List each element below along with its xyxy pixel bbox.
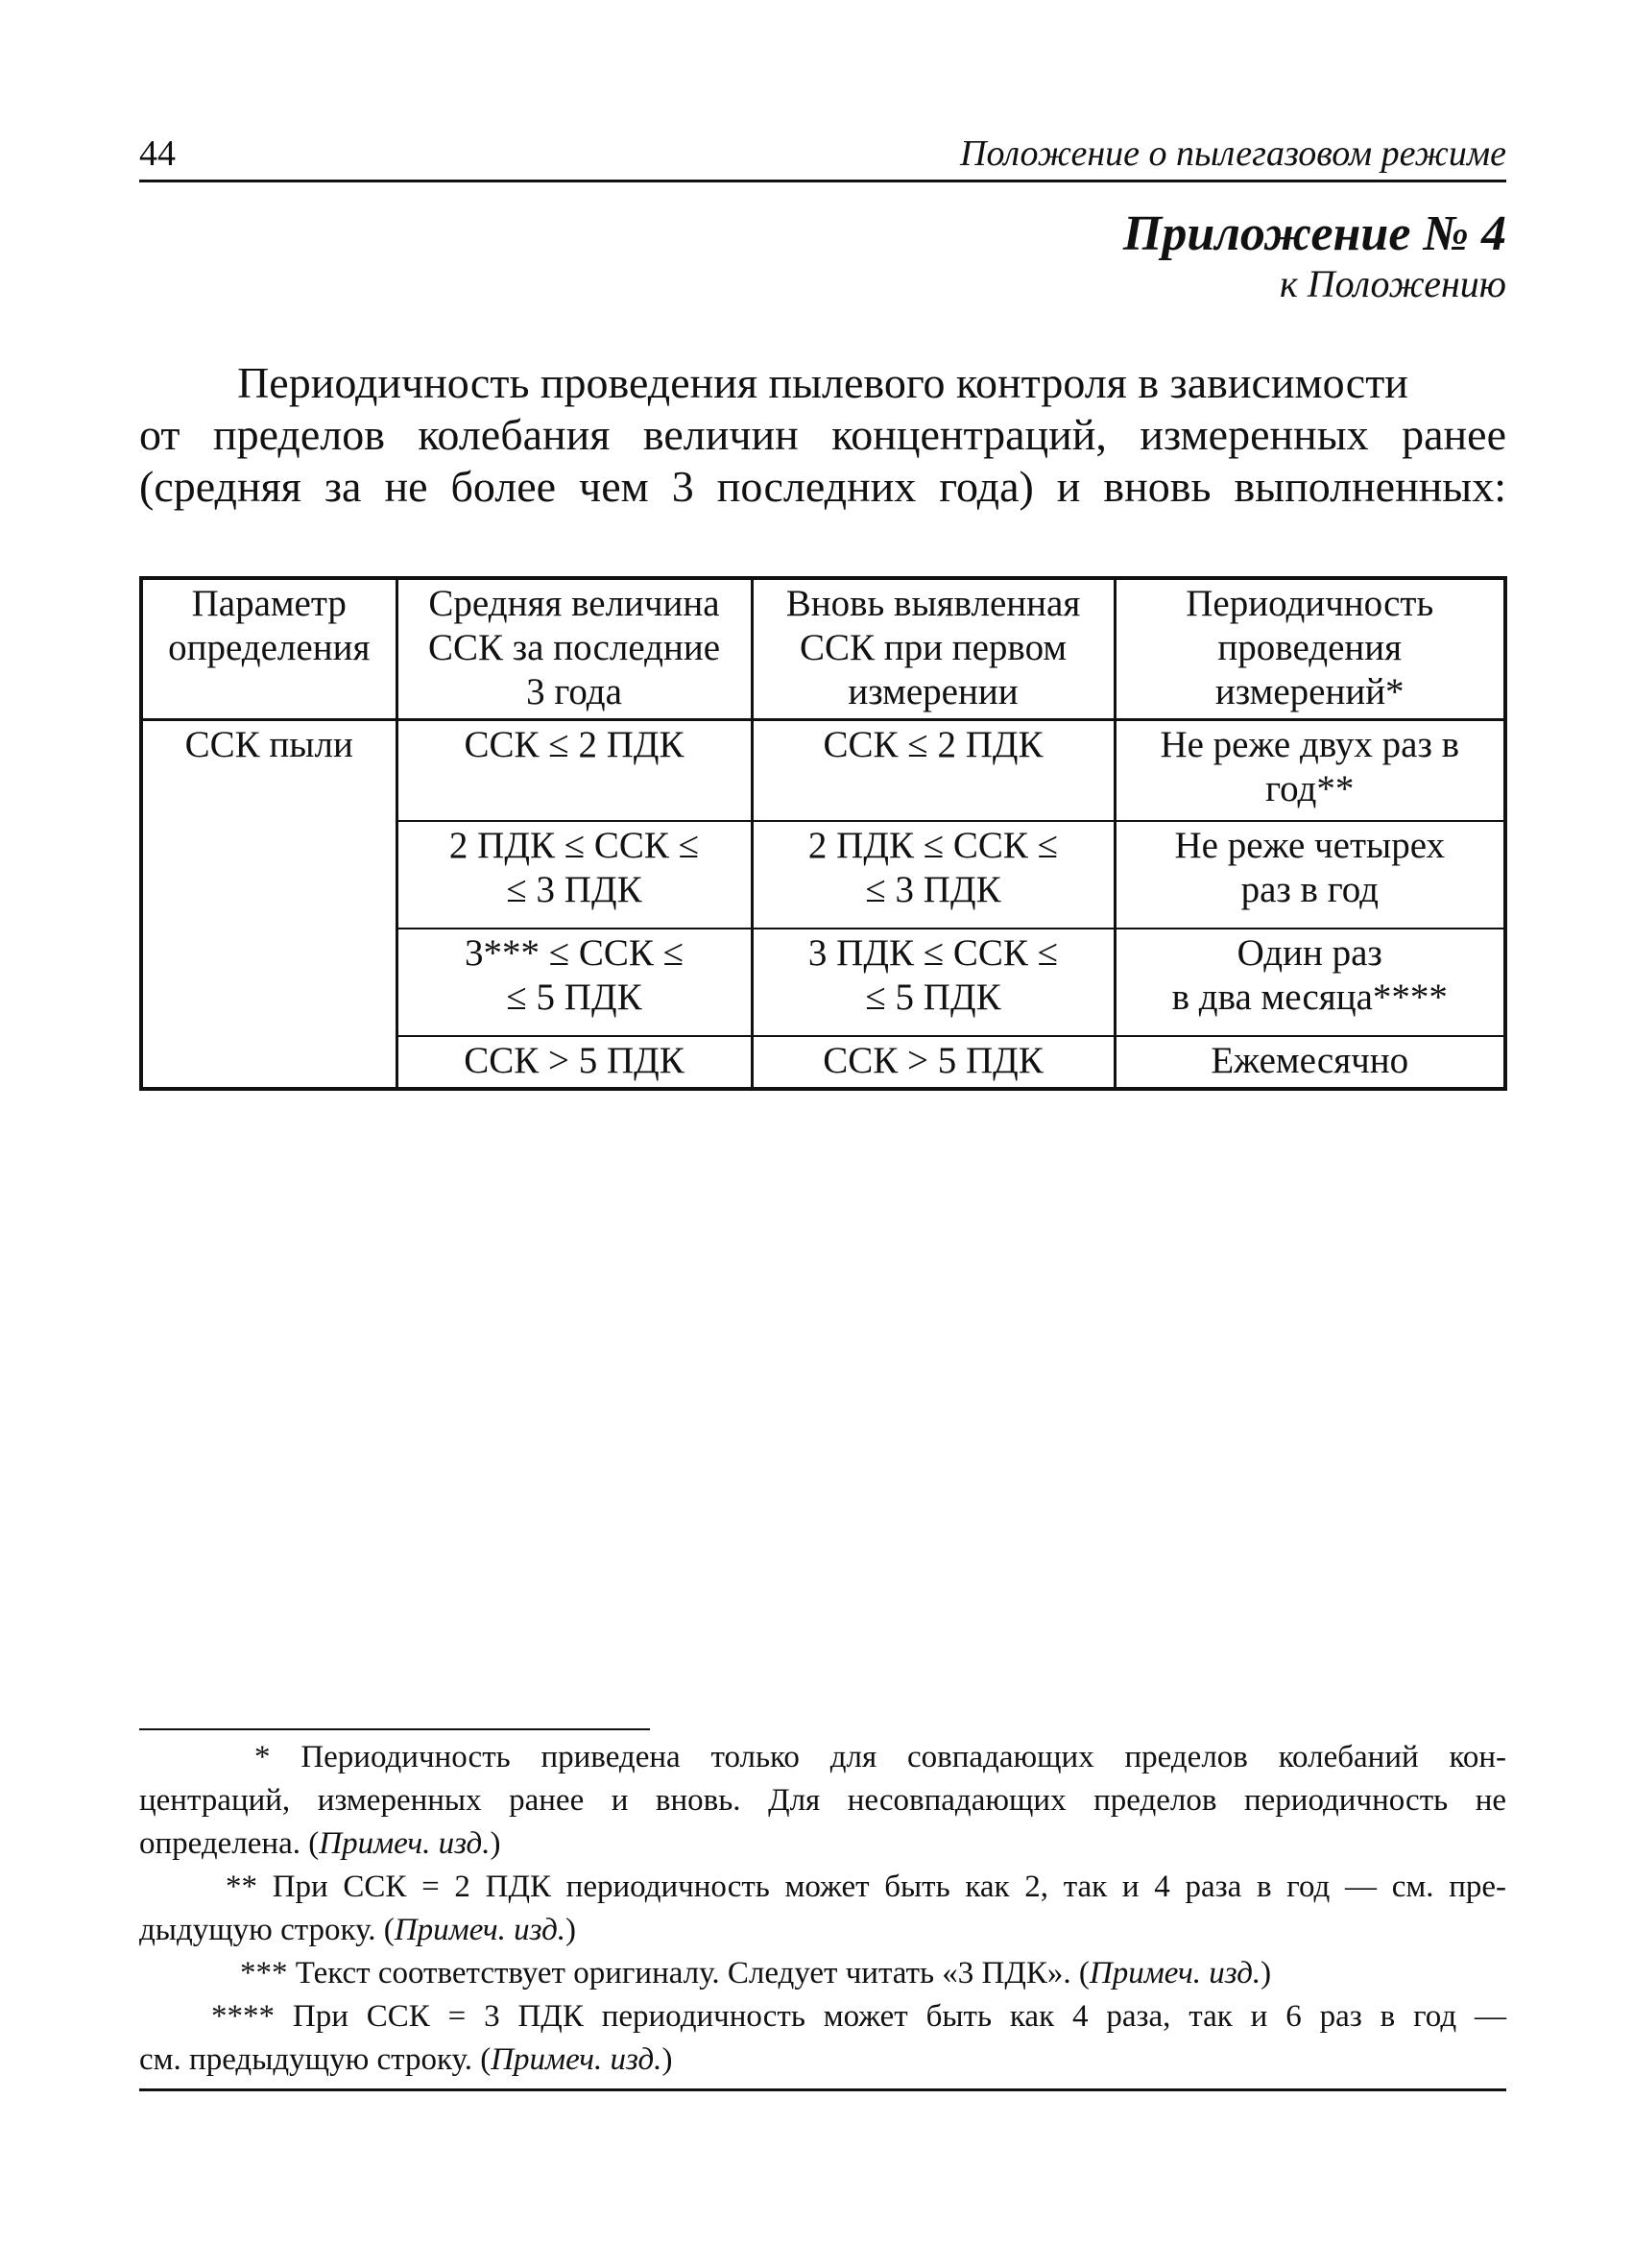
editor-note: Примеч. изд. bbox=[491, 2042, 662, 2077]
footnote-1-line: * Периодичность приведена только для совпадающих пределов колебаний кон- bbox=[254, 1740, 1506, 1774]
header-cell-parameter: Параметр определения bbox=[141, 578, 396, 720]
cell-new: 3 ПДК ≤ ССК ≤ ≤ 5 ПДК bbox=[752, 929, 1115, 1036]
editor-note: Примеч. изд. bbox=[1089, 1956, 1261, 1991]
intro-paragraph bbox=[139, 357, 1506, 513]
footnotes bbox=[139, 1736, 1506, 2082]
table-header-row bbox=[141, 578, 1505, 720]
cell-periodicity: Ежемесячно bbox=[1115, 1036, 1505, 1089]
header-cell-new: Вновь выявленная ССК при первом измерении bbox=[752, 578, 1115, 720]
cell-average: ССК ≤ 2 ПДК bbox=[396, 720, 752, 821]
cell-average: ССК > 5 ПДК bbox=[396, 1036, 752, 1089]
bottom-rule bbox=[139, 2088, 1506, 2091]
param-cell: ССК пыли bbox=[141, 720, 396, 1089]
editor-note: Примеч. изд. bbox=[319, 1826, 491, 1861]
footnote-4-line: см. предыдущую строку. (Примеч. изд.) bbox=[139, 2042, 673, 2077]
intro-line: от пределов колебания величин концентраций, измеренных ранее bbox=[139, 410, 1506, 459]
footnote-2-line: дыдущую строку. (Примеч. изд.) bbox=[139, 1913, 577, 1947]
footnote-2-line: ** При ССК = 2 ПДК периодичность может быть как 2, так и 4 раза в год — см. пре- bbox=[226, 1870, 1506, 1904]
page-number: 44 bbox=[139, 133, 176, 174]
appendix-subtitle: к Положению bbox=[1279, 262, 1506, 305]
cell-periodicity: Не реже четырех раз в год bbox=[1115, 821, 1505, 929]
header-rule bbox=[139, 180, 1506, 182]
cell-periodicity: Один раз в два месяца**** bbox=[1115, 929, 1505, 1036]
header-cell-periodicity: Периодичность проведения измерений* bbox=[1115, 578, 1505, 720]
footnote-4-line: **** При ССК = 3 ПДК периодичность может быть как 4 раза, так и 6 раз в год — bbox=[211, 1999, 1506, 2034]
cell-new: ССК ≤ 2 ПДК bbox=[752, 720, 1115, 821]
footnote-3-line: *** Текст соответствует оригиналу. Следует читать «3 ПДК». (Примеч. изд.) bbox=[240, 1956, 1272, 1991]
running-title: Положение о пылегазовом режиме bbox=[960, 133, 1506, 174]
intro-line: Периодичность проведения пылевого контроля в зависимости bbox=[237, 358, 1408, 407]
cell-average: 2 ПДК ≤ ССК ≤ ≤ 3 ПДК bbox=[396, 821, 752, 929]
intro-line: (средняя за не более чем 3 последних года) и вновь выполненных: bbox=[139, 462, 1506, 511]
cell-new: ССК > 5 ПДК bbox=[752, 1036, 1115, 1089]
cell-average: 3*** ≤ ССК ≤ ≤ 5 ПДК bbox=[396, 929, 752, 1036]
appendix-title: Приложение № 4 bbox=[1122, 206, 1506, 261]
periodicity-table bbox=[139, 576, 1507, 1091]
table-row bbox=[141, 720, 1505, 821]
footnote-1-line: определена. (Примеч. изд.) bbox=[139, 1826, 501, 1861]
header-cell-average: Средняя величина ССК за последние 3 года bbox=[396, 578, 752, 720]
footnote-1-line: центраций, измеренных ранее и вновь. Для несовпадающих пределов периодичность не bbox=[139, 1783, 1506, 1818]
editor-note: Примеч. изд. bbox=[394, 1913, 566, 1947]
cell-periodicity: Не реже двух раз в год** bbox=[1115, 720, 1505, 821]
footnote-separator bbox=[139, 1728, 650, 1730]
cell-new: 2 ПДК ≤ ССК ≤ ≤ 3 ПДК bbox=[752, 821, 1115, 929]
